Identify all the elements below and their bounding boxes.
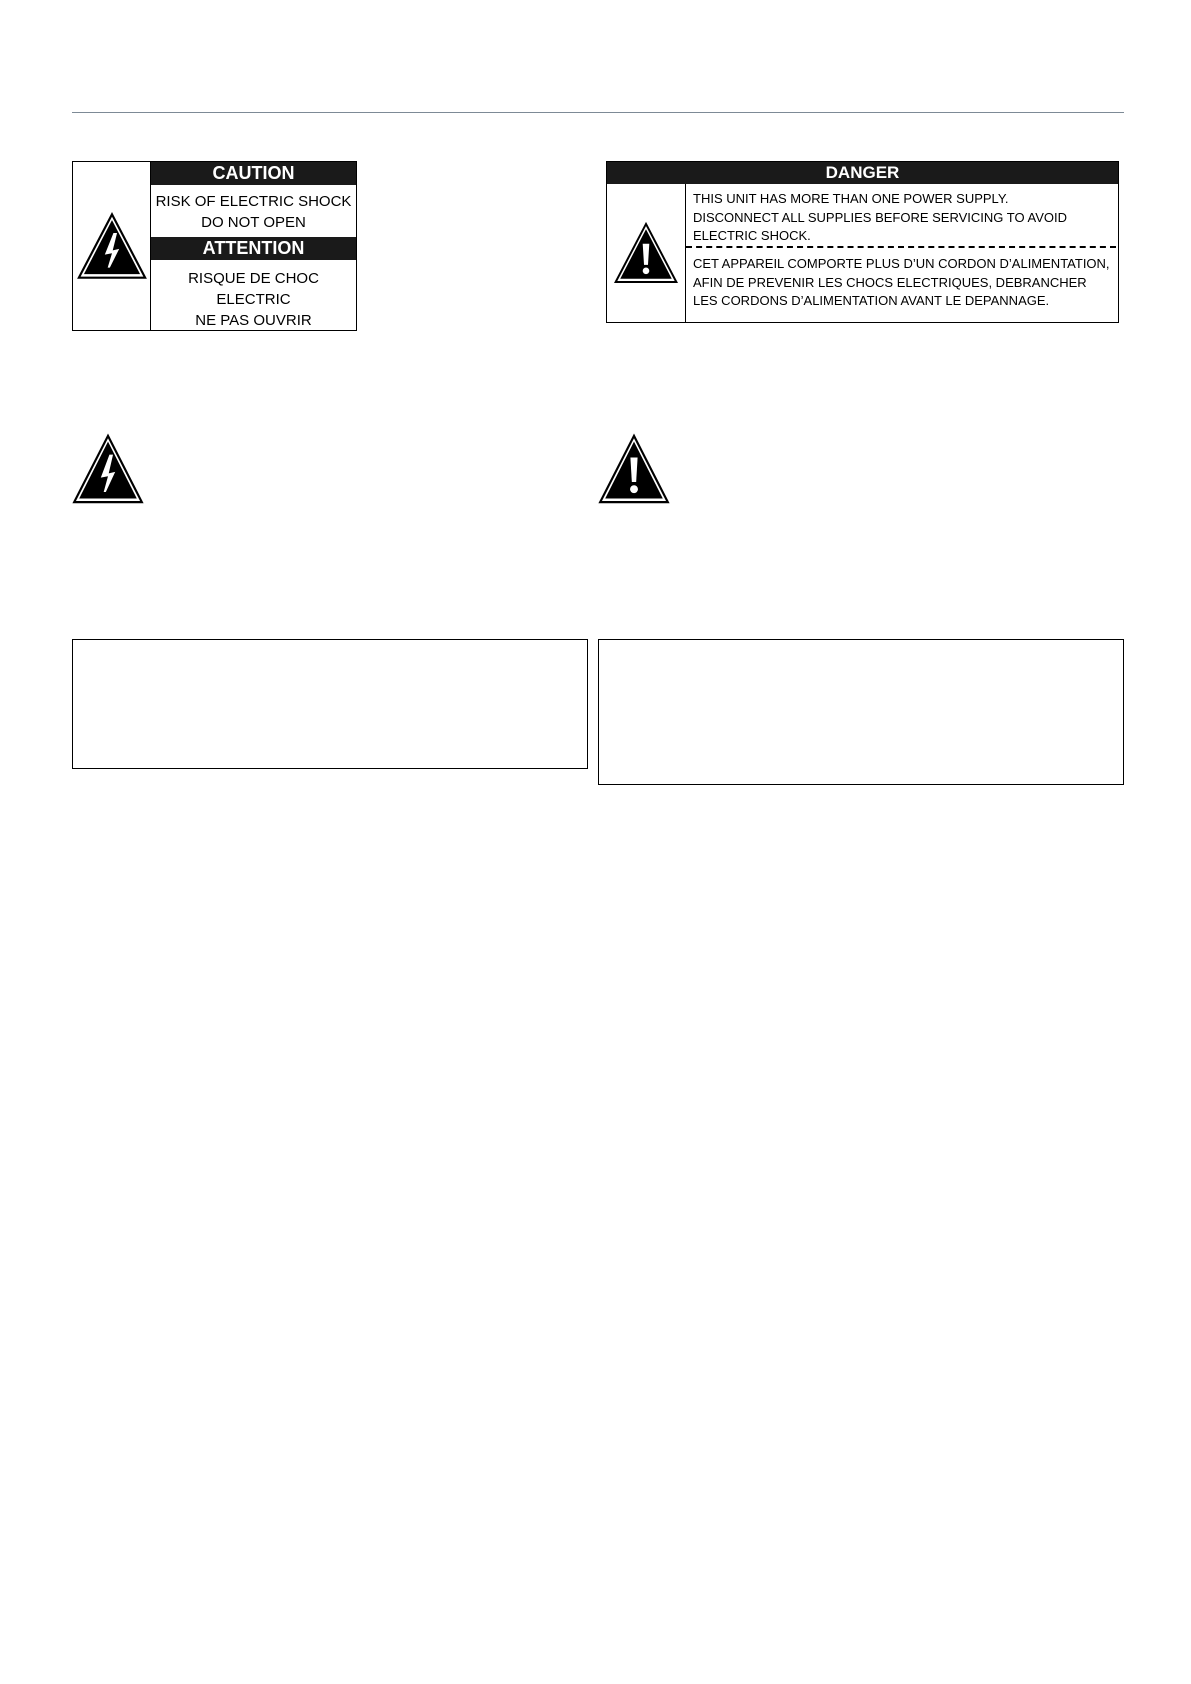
exclamation-warning-icon (613, 220, 679, 286)
caution-icon-cell (73, 162, 151, 330)
notice-box-left (72, 639, 588, 769)
top-rule (72, 112, 1124, 113)
attention-line-1: RISQUE DE CHOC ELECTRIC (188, 270, 319, 308)
danger-fr-line-3: LES CORDONS D’ALIMENTATION AVANT LE DEPANNAGE. (693, 293, 1050, 308)
caution-line-2: DO NOT OPEN (201, 214, 306, 231)
caution-label (72, 161, 357, 331)
caution-line-1: RISK OF ELECTRIC SHOCK (155, 193, 352, 210)
danger-label (606, 161, 1119, 323)
danger-fr-line-1: CET APPAREIL COMPORTE PLUS D’UN CORDON D’ALIMENTATION, (693, 256, 1110, 271)
danger-fr-line-2: AFIN DE PREVENIR LES CHOCS ELECTRIQUES, DEBRANCHER (693, 274, 1087, 290)
caution-text-fr (151, 260, 356, 335)
electric-shock-warning-icon (76, 210, 148, 282)
caution-text-en (151, 185, 356, 237)
caution-header: CAUTION (151, 162, 356, 185)
danger-header: DANGER (607, 162, 1118, 184)
danger-icon-cell (607, 184, 686, 322)
exclamation-warning-icon (598, 433, 670, 505)
notice-box-right (598, 639, 1124, 785)
attention-header: ATTENTION (151, 237, 356, 260)
danger-text-fr (686, 248, 1118, 311)
danger-en-line-1: THIS UNIT HAS MORE THAN ONE POWER SUPPLY. (693, 191, 1009, 206)
danger-text-en (686, 184, 1118, 246)
danger-en-line-3: ELECTRIC SHOCK. (693, 228, 811, 243)
danger-en-line-2: DISCONNECT ALL SUPPLIES BEFORE SERVICING TO AVOID (693, 209, 1067, 225)
lightning-warning-icon (72, 433, 144, 505)
attention-line-2: NE PAS OUVRIR (195, 312, 312, 329)
